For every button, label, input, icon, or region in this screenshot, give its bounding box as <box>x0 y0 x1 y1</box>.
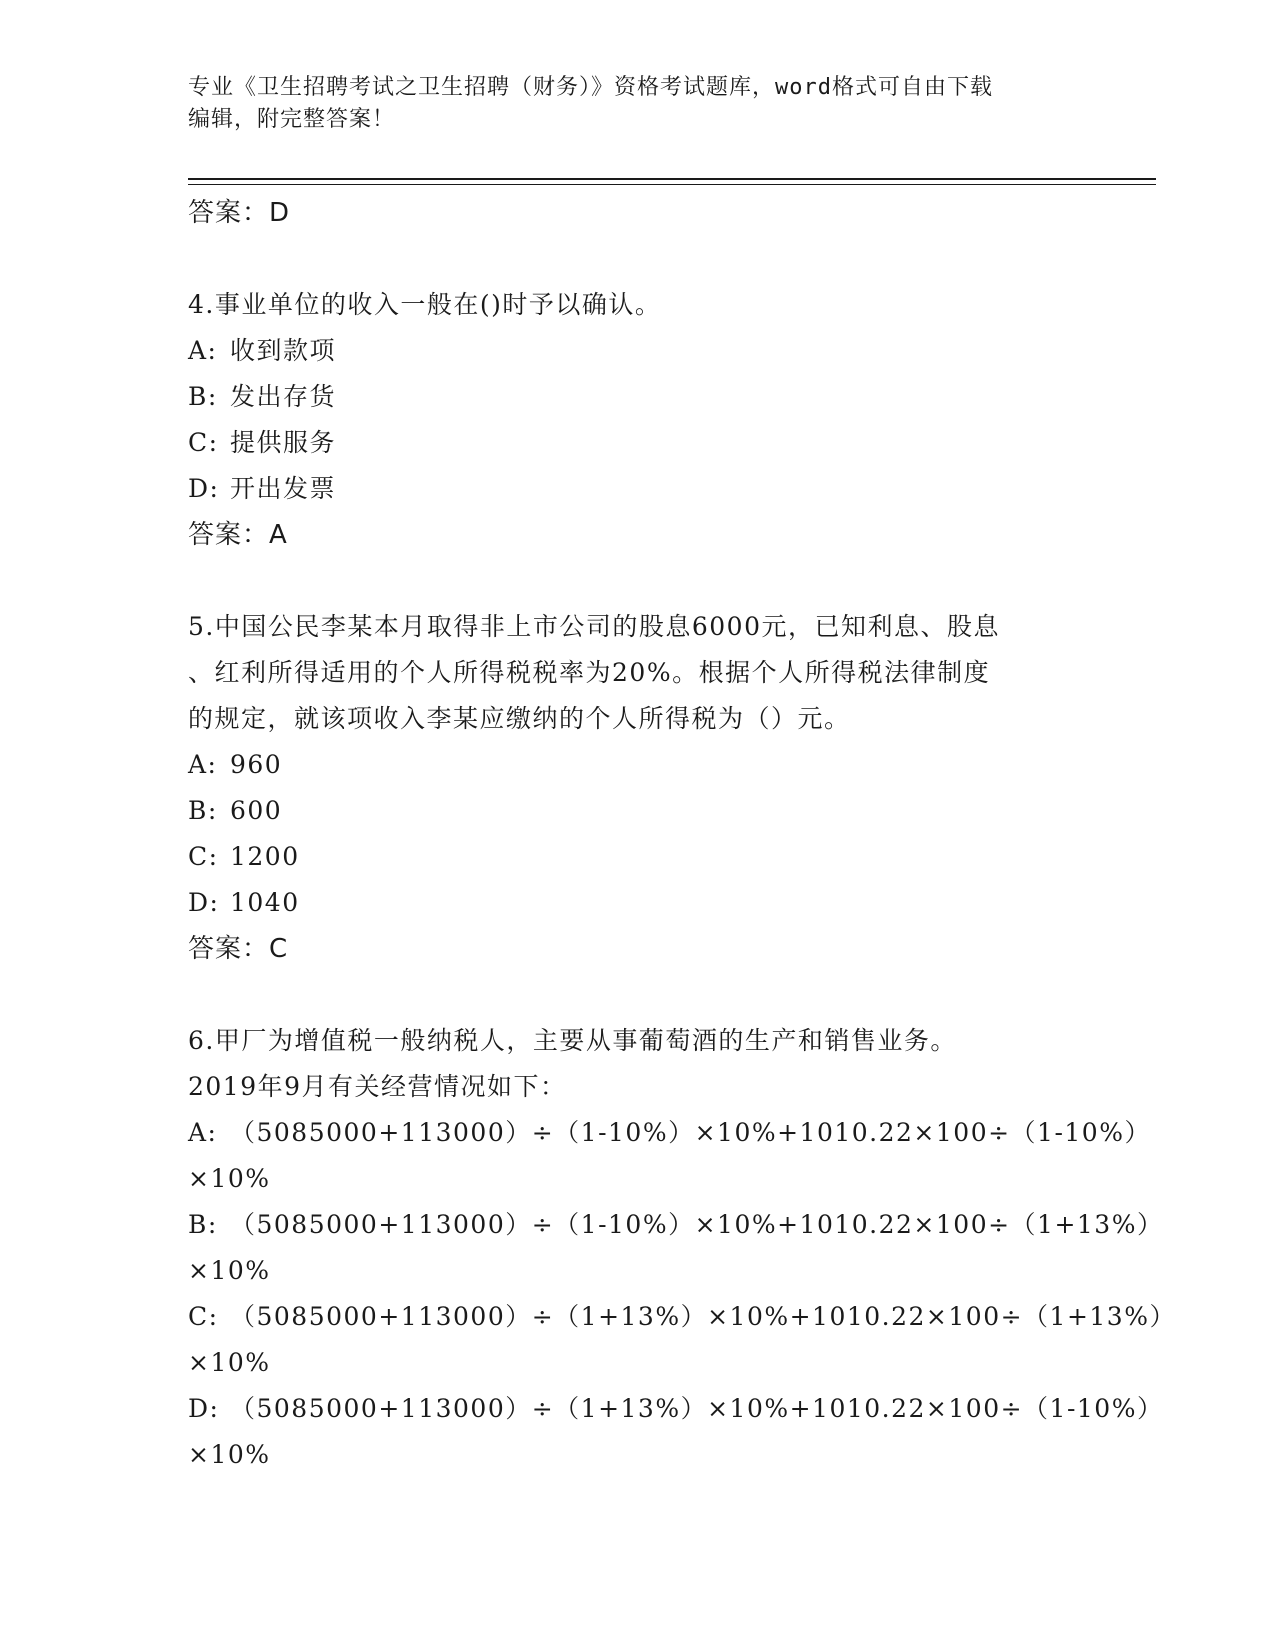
question-stem-line: 6.甲厂为增值税一般纳税人，主要从事葡萄酒的生产和销售业务。 <box>188 1026 957 1055</box>
option-letter: A: <box>188 336 218 365</box>
question-5 <box>188 604 1088 972</box>
option-text: 960 <box>230 750 283 779</box>
option-c <box>188 1294 1176 1340</box>
option-a <box>188 742 1088 788</box>
header-line-1: 专业《卫生招聘考试之卫生招聘（财务）》资格考试题库，word格式可自由下载 <box>188 75 993 100</box>
option-a-continued: ×10% <box>188 1164 271 1193</box>
option-text: 开出发票 <box>230 474 337 503</box>
header-line-2: 编辑，附完整答案！ <box>188 107 396 132</box>
question-6 <box>188 1018 1176 1478</box>
question-stem-line: 的规定，就该项收入李某应缴纳的个人所得税为（）元。 <box>188 704 851 733</box>
option-c <box>188 834 1088 880</box>
option-text: 发出存货 <box>230 382 337 411</box>
option-text: （5085000+113000）÷（1-10%）×10%+1010.22×100÷（1+13%） <box>230 1210 1164 1239</box>
option-text: 600 <box>230 796 283 825</box>
question-stem-line: 、红利所得适用的个人所得税税率为20%。根据个人所得税法律制度 <box>188 658 991 687</box>
question-content <box>188 190 1176 1478</box>
spacer <box>188 972 1088 1018</box>
option-d <box>188 1386 1164 1432</box>
question-4 <box>188 282 1088 558</box>
option-d <box>188 880 1088 926</box>
document-header <box>188 72 1088 136</box>
option-letter: D: <box>188 888 220 917</box>
option-a <box>188 1110 1151 1156</box>
header-rule-thick <box>188 178 1156 180</box>
option-text: 收到款项 <box>230 336 337 365</box>
question-stem: 4.事业单位的收入一般在()时予以确认。 <box>188 290 662 319</box>
option-d-continued: ×10% <box>188 1440 271 1469</box>
option-d <box>188 466 1088 512</box>
spacer <box>188 236 1088 282</box>
option-b <box>188 1202 1164 1248</box>
option-text: （5085000+113000）÷（1+13%）×10%+1010.22×100÷（1-10%） <box>230 1394 1164 1423</box>
option-letter: D: <box>188 474 220 503</box>
option-letter: A: <box>188 1118 218 1147</box>
option-b-continued: ×10% <box>188 1256 271 1285</box>
option-c <box>188 420 1088 466</box>
spacer <box>188 558 1088 604</box>
option-text: 1200 <box>230 842 300 871</box>
option-letter: B: <box>188 1210 218 1239</box>
option-b <box>188 788 1088 834</box>
option-text: 提供服务 <box>230 428 337 457</box>
option-text: 1040 <box>230 888 300 917</box>
option-letter: B: <box>188 796 218 825</box>
option-text: （5085000+113000）÷（1+13%）×10%+1010.22×100÷（1+13%） <box>230 1302 1176 1331</box>
option-c-continued: ×10% <box>188 1348 271 1377</box>
answer: 答案：C <box>188 934 289 964</box>
option-a <box>188 328 1088 374</box>
header-rule-thin <box>188 184 1156 185</box>
option-letter: B: <box>188 382 218 411</box>
option-text: （5085000+113000）÷（1-10%）×10%+1010.22×100÷（1-10%） <box>230 1118 1151 1147</box>
option-letter: D: <box>188 1394 220 1423</box>
question-stem-line: 5.中国公民李某本月取得非上市公司的股息6000元，已知利息、股息 <box>188 612 1000 641</box>
previous-answer: 答案：D <box>188 198 291 228</box>
option-letter: C: <box>188 842 219 871</box>
option-letter: C: <box>188 428 219 457</box>
answer: 答案：A <box>188 520 288 550</box>
option-b <box>188 374 1088 420</box>
question-stem-line: 2019年9月有关经营情况如下： <box>188 1072 567 1101</box>
option-letter: A: <box>188 750 218 779</box>
option-letter: C: <box>188 1302 219 1331</box>
